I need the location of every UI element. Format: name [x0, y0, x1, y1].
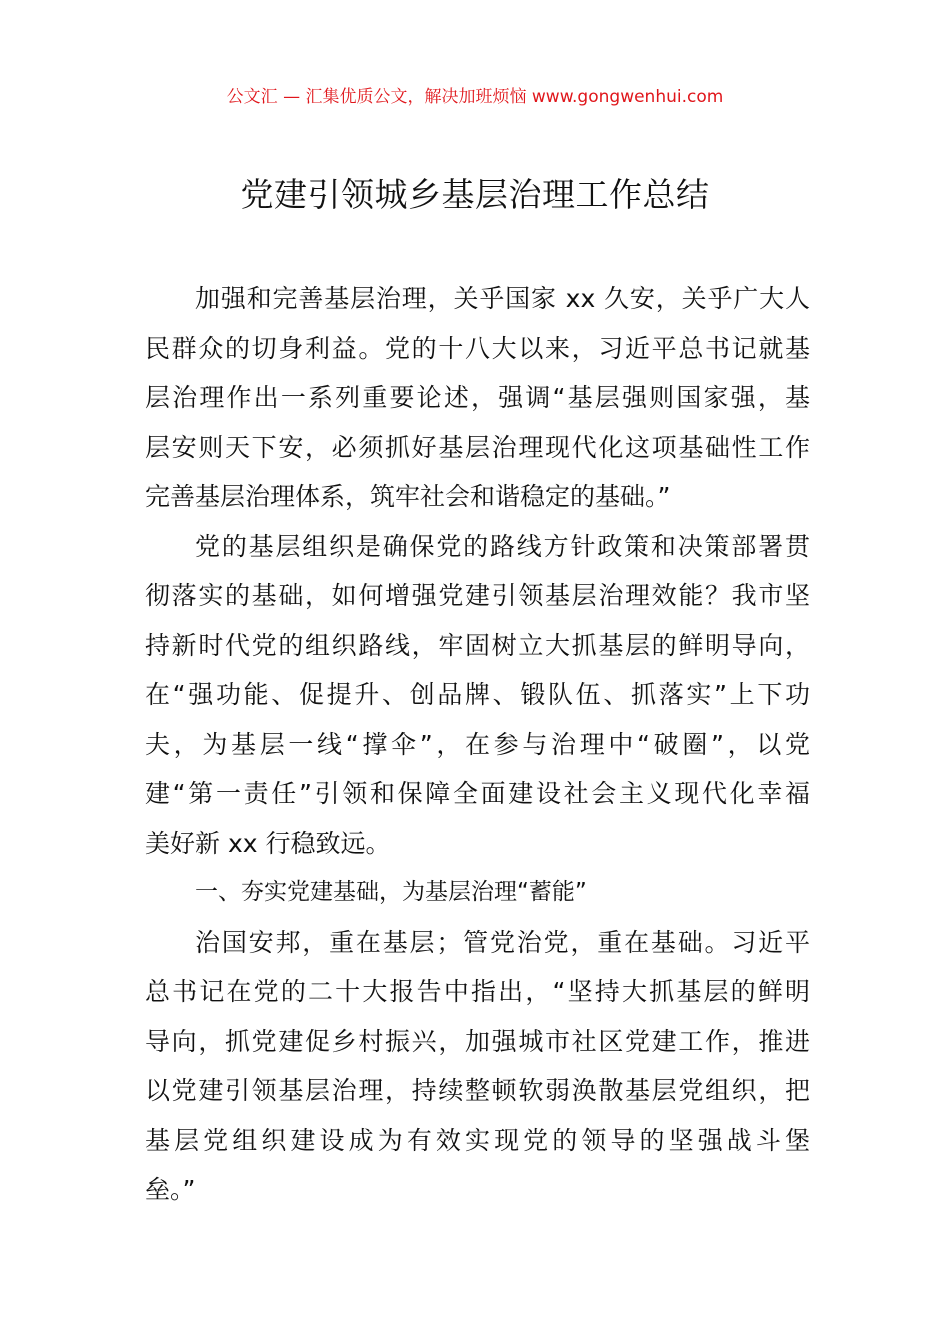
- text-line: 完善基层治理体系，筑牢社会和谐稳定的基础。”: [145, 482, 671, 511]
- text-line: 垒。”: [145, 1175, 196, 1204]
- section-heading-1: [145, 868, 810, 918]
- text-line: 以党建引领基层治理，持续整顿软弱涣散基层党组织，把: [145, 1076, 810, 1105]
- text-line: 层安则天下安，必须抓好基层治理现代化这项基础性工作: [145, 432, 810, 462]
- text-line: 基层党组织建设成为有效实现党的领导的坚强战斗堡: [145, 1125, 810, 1155]
- paragraph-1: [145, 274, 810, 522]
- text-line: 在“强功能、促提升、创品牌、锻队伍、抓落实”上下功: [145, 680, 810, 709]
- text-line: 导向，抓党建促乡村振兴，加强城市社区党建工作，推进: [145, 1026, 810, 1056]
- document-body: [145, 274, 810, 1215]
- text-line: 彻落实的基础，如何增强党建引领基层治理效能？我市坚: [145, 581, 810, 610]
- text-line: 加强和完善基层治理，关乎国家 xx 久安，关乎广大人: [195, 284, 810, 313]
- paragraph-3: [145, 918, 810, 1215]
- paragraph-2: [145, 522, 810, 869]
- text-line: 建“第一责任”引领和保障全面建设社会主义现代化幸福: [145, 779, 810, 808]
- text-line: 持新时代党的组织路线，牢固树立大抓基层的鲜明导向，: [145, 630, 810, 660]
- document-title: 党建引领城乡基层治理工作总结: [240, 175, 710, 214]
- text-line: 美好新 xx 行稳致远。: [145, 828, 391, 858]
- section-heading: 一、夯实党建基础，为基层治理“蓄能”: [195, 879, 587, 905]
- text-line: 民群众的切身利益。党的十八大以来，习近平总书记就基: [145, 333, 810, 363]
- text-line: 治国安邦，重在基层；管党治党，重在基础。习近平: [195, 927, 810, 957]
- text-line: 党的基层组织是确保党的路线方针政策和决策部署贯: [195, 531, 810, 561]
- text-line: 层治理作出一系列重要论述，强调“基层强则国家强，基: [145, 383, 810, 412]
- header-banner: 公文汇 — 汇集优质公文，解决加班烦恼 www.gongwenhui.com: [226, 87, 724, 107]
- text-line: 夫，为基层一线“撑伞”，在参与治理中“破圈”，以党: [145, 729, 810, 759]
- text-line: 总书记在党的二十大报告中指出，“坚持大抓基层的鲜明: [145, 977, 810, 1006]
